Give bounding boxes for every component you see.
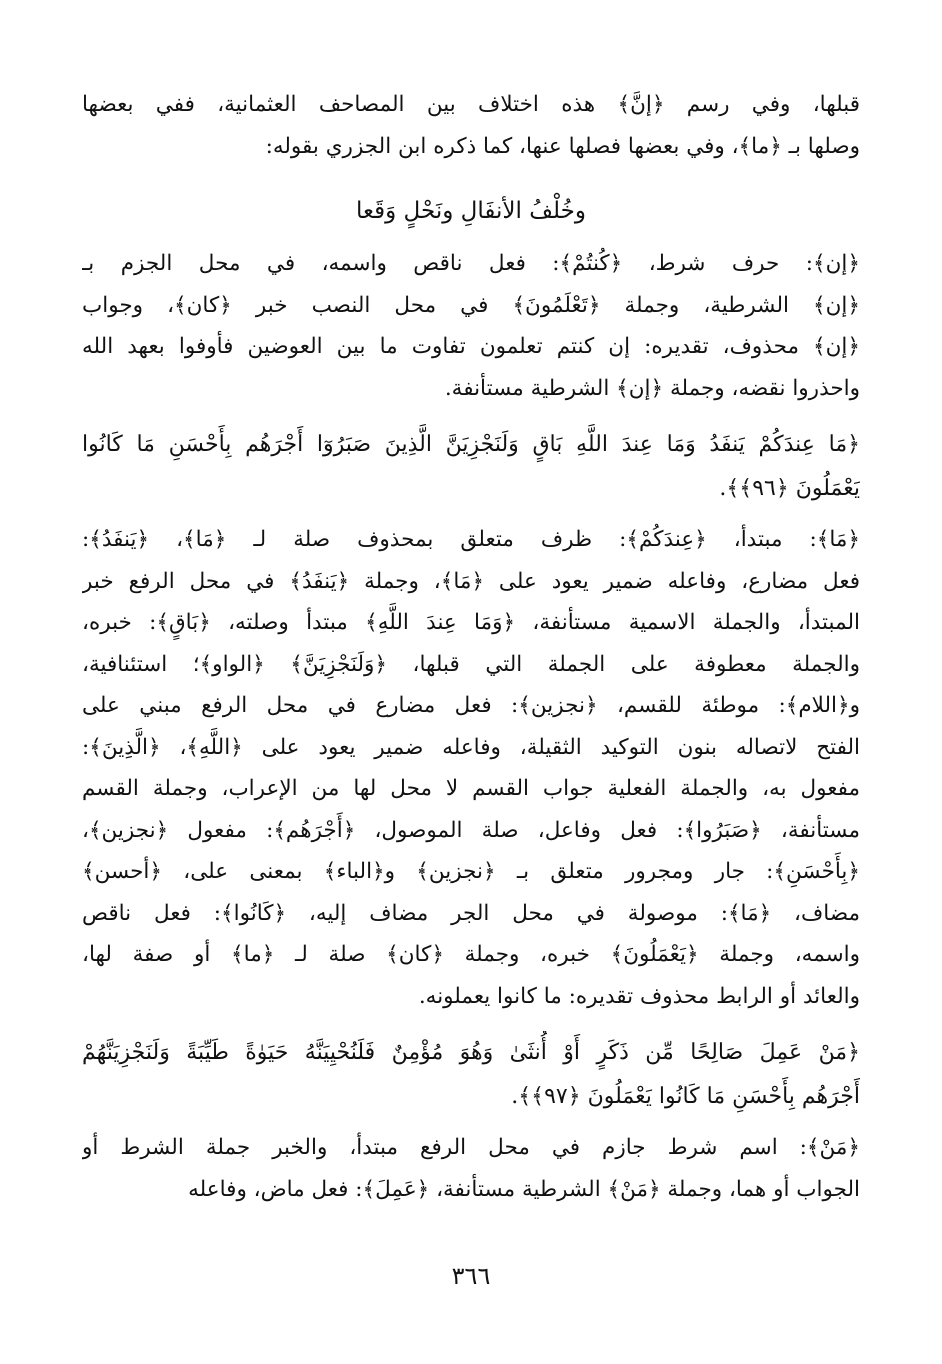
- text-line: المبتدأ، والجملة الاسمية مستأنفة، ﴿وَمَا عِندَ اللَّهِ﴾ مبتدأ وصلته، ﴿بَاقٍ﴾: خبره،: [82, 610, 860, 635]
- page-content: [82, 84, 860, 1210]
- quran-verse: [82, 423, 860, 511]
- text-line: ﴿بِأَحْسَنِ﴾: جار ومجرور متعلق بـ ﴿نجزين﴾ و﴿الباء﴾ بمعنى على، ﴿أحسن﴾: [82, 859, 860, 884]
- text-line: وخُلْفُ الأنفَالِ ونَحْلٍ وَقَعا: [356, 198, 586, 224]
- text-line: واحذروا نقضه، وجملة ﴿إن﴾ الشرطية مستأنفة.: [444, 375, 860, 401]
- text-line: والجملة معطوفة على الجملة التي قبلها، ﴿وَلَنَجْزِيَنَّ﴾ ﴿الواو﴾؛ استئنافية،: [82, 651, 860, 677]
- paragraph-gap: [82, 167, 860, 175]
- text-line: الجواب أو هما، وجملة ﴿مَنْ﴾ الشرطية مستأنفة، ﴿عَمِلَ﴾: فعل ماض، وفاعله: [188, 1176, 860, 1202]
- text-line: و﴿اللام﴾: موطئة للقسم، ﴿نجزين﴾: فعل مضارع في محل الرفع مبني على: [82, 693, 860, 718]
- text-line: والعائد أو الرابط محذوف تقديره: ما كانوا يعملونه.: [418, 983, 860, 1009]
- quran-verse: [82, 1031, 860, 1119]
- text-line: واسمه، وجملة ﴿يَعْمَلُونَ﴾ خبره، وجملة ﴿كان﴾ صلة لـ ﴿ما﴾ أو صفة لها،: [82, 942, 860, 967]
- text-line: ﴿مَنْ عَمِلَ صَالِحًا مِّن ذَكَرٍ أَوْ أُنثَىٰ وَهُوَ مُؤْمِنٌ فَلَنُحْيِيَنَّهُ حَيَوٰةً طَيِّبَةً وَلَنَجْزِيَنَّهُمْ: [82, 1040, 860, 1065]
- text-paragraph: [82, 1127, 860, 1210]
- text-line: ﴿مَنْ﴾: اسم شرط جازم في محل الرفع مبتدأ، والخبر جملة الشرط أو: [82, 1135, 860, 1160]
- text-line: فعل مضارع، وفاعله ضمير يعود على ﴿مَا﴾، وجملة ﴿يَنفَدُ﴾ في محل الرفع خبر: [82, 568, 860, 594]
- page-number: ٣٦٦: [451, 1262, 491, 1290]
- paragraph-gap: [82, 1017, 860, 1025]
- text-line: ﴿إن﴾: حرف شرط، ﴿كُنتُمْ﴾: فعل ناقص واسمه، في محل الجزم بـ: [82, 251, 860, 276]
- poetry-verse: [82, 189, 860, 233]
- text-line: أَجْرَهُم بِأَحْسَنِ مَا كَانُوا يَعْمَلُونَ ﴿٩٧﴾﴾.: [511, 1084, 860, 1109]
- text-line: مستأنفة، ﴿صَبَرُوا﴾: فعل وفاعل، صلة الموصول، ﴿أَجْرَهُم﴾: مفعول ﴿نجزين﴾،: [82, 817, 860, 843]
- text-line: مفعول به، والجملة الفعلية جواب القسم لا محل لها من الإعراب، وجملة القسم: [82, 776, 860, 801]
- text-line: ﴿إن﴾ محذوف، تقديره: إن كنتم تعلمون تفاوت ما بين العوضين فأوفوا بعهد الله: [82, 334, 860, 359]
- paragraph-gap: [82, 409, 860, 417]
- text-line: ﴿مَا﴾: مبتدأ، ﴿عِندَكُمْ﴾: ظرف متعلق بمحذوف صلة لـ ﴿مَا﴾، ﴿يَنفَدُ﴾:: [82, 527, 860, 552]
- text-line: وصلها بـ ﴿ما﴾، وفي بعضها فصلها عنها، كما ذكره ابن الجزري بقوله:: [265, 133, 860, 159]
- text-paragraph: [82, 243, 860, 409]
- text-line: الفتح لاتصاله بنون التوكيد الثقيلة، وفاعله ضمير يعود على ﴿اللَّهِ﴾، ﴿الَّذِينَ﴾:: [82, 734, 860, 760]
- text-line: قبلها، وفي رسم ﴿إنَّ﴾ هذه اختلاف بين المصاحف العثمانية، ففي بعضها: [82, 92, 860, 117]
- text-line: ﴿مَا عِندَكُمْ يَنفَدُ وَمَا عِندَ اللَّهِ بَاقٍ وَلَنَجْزِيَنَّ الَّذِينَ صَبَرُوٓا أَجْرَهُم بِأَحْسَنِ مَا كَانُوا: [82, 432, 860, 457]
- text-paragraph: [82, 84, 860, 167]
- text-paragraph: [82, 519, 860, 1017]
- text-line: يَعْمَلُونَ ﴿٩٦﴾﴾.: [719, 476, 860, 501]
- text-line: ﴿إن﴾ الشرطية، وجملة ﴿تَعْلَمُونَ﴾ في محل النصب خبر ﴿كان﴾، وجواب: [82, 292, 860, 318]
- text-line: مضاف، ﴿مَا﴾: موصولة في محل الجر مضاف إليه، ﴿كَانُوا﴾: فعل ناقص: [82, 900, 860, 926]
